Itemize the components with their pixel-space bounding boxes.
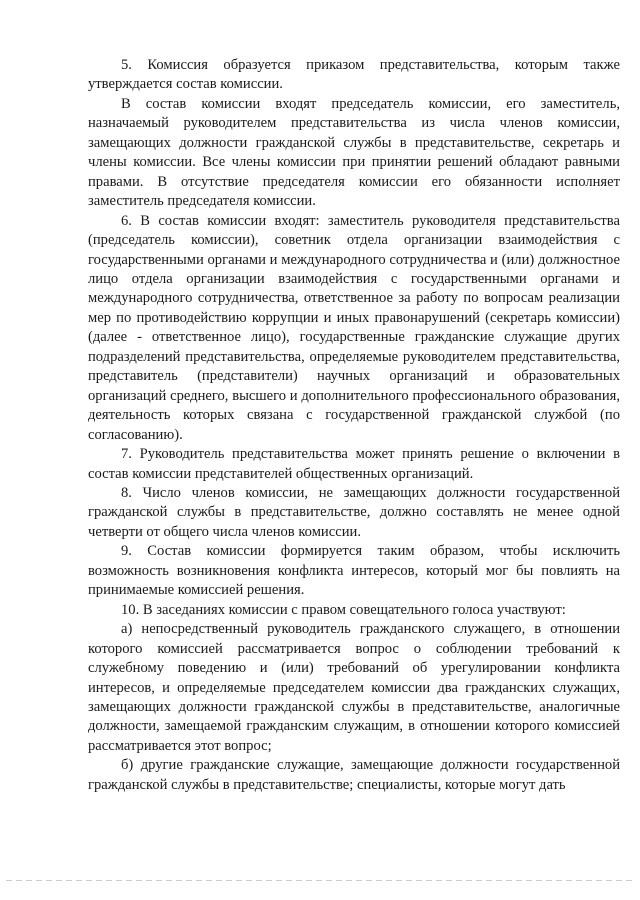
scan-edge-line: [6, 880, 634, 881]
paragraph-10-b: б) другие гражданские служащие, замещающие должности государственной гражданской службы в представительстве; специалисты, которые могут дать: [88, 757, 620, 793]
paragraph-5: 5. Комиссия образуется приказом представительства, которым также утверждается состав комиссии.: [88, 57, 620, 93]
paragraph-10-a: а) непосредственный руководитель гражданского служащего, в отношении которого комиссией рассматривается вопрос о соблюдении требований к служебному поведению и (или) требований об урегулировании конфликта интересов, и определяемые председателем комиссии два гражданских служащих, замещающих должности гражданской службы в представительстве, аналогичные должности, замещаемой гражданским служащим, в отношении которого комиссией рассматривается этот вопрос;: [88, 621, 620, 754]
paragraph-7: 7. Руководитель представительства может принять решение о включении в состав комиссии представителей общественных организаций.: [88, 446, 620, 482]
paragraph-9: 9. Состав комиссии формируется таким образом, чтобы исключить возможность возникновения конфликта интересов, который мог бы повлиять на принимаемые комиссией решения.: [88, 543, 620, 599]
paragraph-5-composition: В состав комиссии входят председатель комиссии, его заместитель, назначаемый руководителем представительства из числа членов комиссии, замещающих должности гражданской службы в представительстве, секретарь и члены комиссии. Все члены комиссии при принятии решений обладают равными правами. В отсутствие председателя комиссии его обязанности исполняет заместитель председателя комиссии.: [88, 95, 620, 210]
paragraph-8: 8. Число членов комиссии, не замещающих должности государственной гражданской службы в представительстве, должно составлять не менее одной четверти от общего числа членов комиссии.: [88, 484, 620, 540]
document-page: [88, 56, 620, 795]
paragraph-6: 6. В состав комиссии входят: заместитель руководителя представительства (председатель комиссии), советник отдела организации взаимодействия с государственными органами и международного сотрудничества и (или) должностное лицо отдела организации взаимодействия с государственными органами и международного сотрудничества, ответственное за работу по вопросам реализации мер по противодействию коррупции и иных правонарушений (секретарь комиссии) (далее - ответственное лицо), государственные гражданские служащие других подразделений представительства, определяемые руководителем представительства, представитель (представители) научных организаций и образовательных организаций среднего, высшего и дополнительного профессионального образования, деятельность которых связана с государственной гражданской службой (по согласованию).: [88, 212, 620, 443]
paragraph-10: 10. В заседаниях комиссии с правом совещательного голоса участвуют:: [121, 601, 566, 618]
